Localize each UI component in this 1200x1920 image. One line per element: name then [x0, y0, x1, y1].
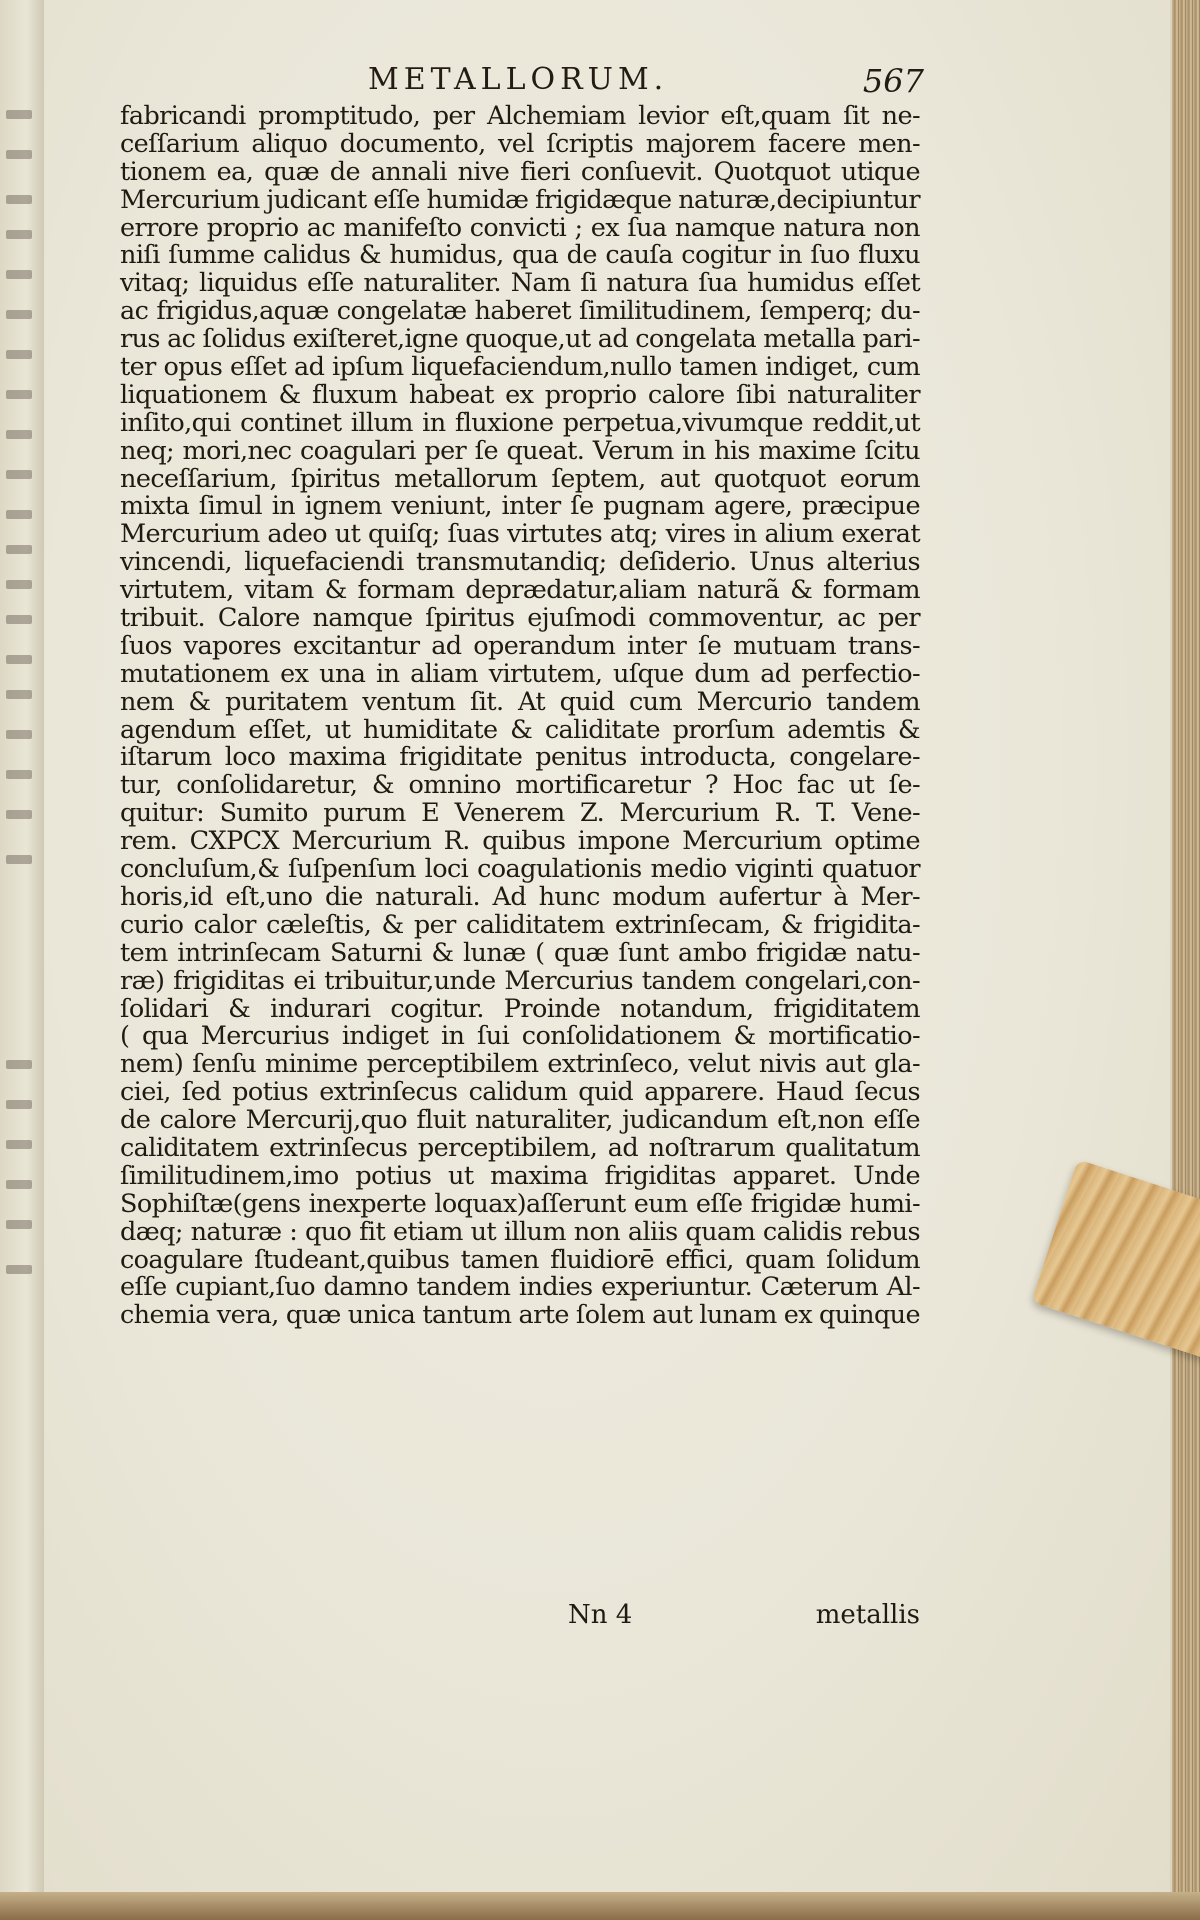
text-line: niſi ſumme calidus & humidus, qua de cauſa cogitur in ſuo fluxu	[120, 240, 920, 271]
previous-page-text-fragment	[6, 810, 32, 819]
text-line: neceſſarium, ſpiritus metallorum ſeptem, aut quotquot eorum	[120, 463, 920, 494]
previous-page-text-fragment	[6, 580, 32, 589]
text-line: tionem ea, quæ de annali nive fieri conſuevit. Quotquot utique	[120, 156, 920, 187]
text-line: dæq; naturæ : quo fit etiam ut illum non aliis quam calidis rebus	[120, 1216, 920, 1247]
page-footer	[120, 1600, 920, 1636]
text-line: chemia vera, quæ unica tantum arte ſolem aut lunam ex quinque	[120, 1300, 920, 1331]
text-line: tur, conſolidaretur, & omnino mortificaretur ? Hoc fac ut ſe-	[120, 770, 920, 801]
previous-page-text-fragment	[6, 150, 32, 159]
previous-page-text-fragment	[6, 655, 32, 664]
text-line: ter opus eſſet ad ipſum liquefaciendum,nullo tamen indiget, cum	[120, 352, 920, 383]
text-line: rem. CXPCX Mercurium R. quibus impone Mercurium optime	[120, 826, 920, 857]
page-number: 567	[862, 62, 924, 100]
text-line: iſtarum loco maxima frigiditate penitus introducta, congelare-	[120, 742, 920, 773]
text-line: tem intrinſecam Saturni & lunæ ( quæ ſunt ambo frigidæ natu-	[120, 937, 920, 968]
previous-page-text-fragment	[6, 730, 32, 739]
text-line: mutationem ex una in aliam virtutem, uſque dum ad perfectio-	[120, 658, 920, 689]
text-line: rus ac ſolidus exiſteret,igne quoque,ut ad congelata metalla pari-	[120, 324, 920, 355]
text-line: nem) ſenſu minime perceptibilem extrinſeco, velut nivis aut gla-	[120, 1049, 920, 1080]
previous-page-text-fragment	[6, 110, 32, 119]
page-header	[120, 62, 924, 102]
text-line: Sophiſtæ(gens inexperte loquax)aſſerunt eum eſſe frigidæ humi-	[120, 1188, 920, 1219]
text-line: caliditatem extrinſecus perceptibilem, ad noſtrarum qualitatum	[120, 1132, 920, 1163]
previous-page-text-fragment	[6, 195, 32, 204]
text-line: eſſe cupiant,ſuo damno tandem indies experiuntur. Cæterum Al-	[120, 1272, 920, 1303]
previous-page-text-fragment	[6, 1060, 32, 1069]
text-line: fabricandi promptitudo, per Alchemiam levior eſt,quam ſit ne-	[120, 101, 920, 131]
text-line: agendum eſſet, ut humiditate & caliditate prorſum ademtis &	[120, 714, 920, 745]
running-title: METALLORUM.	[368, 62, 669, 97]
previous-page-text-fragment	[6, 615, 32, 624]
previous-page-text-fragment	[6, 1140, 32, 1149]
previous-page-text-fragment	[6, 1180, 32, 1189]
text-line: curio calor cæleſtis, & per caliditatem extrinſecam, & frigidita-	[120, 909, 920, 940]
text-line: vitaq; liquidus eſſe naturaliter. Nam ſi natura ſua humidus eſſet	[120, 268, 920, 299]
text-line: ſolidari & indurari cogitur. Proinde notandum, frigiditatem	[120, 993, 920, 1024]
text-line: neq; mori,nec coagulari per ſe queat. Verum in his maxime ſcitu	[120, 435, 920, 466]
previous-page-text-fragment	[6, 270, 32, 279]
text-line: coagulare ſtudeant,quibus tamen fluidiorē effici, quam ſolidum	[120, 1244, 920, 1275]
previous-page-text-fragment	[6, 510, 32, 519]
book-fore-edge	[1172, 0, 1200, 1920]
previous-page-text-fragment	[6, 770, 32, 779]
previous-page-text-fragment	[6, 1265, 32, 1274]
text-line: horis,id eſt,uno die naturali. Ad hunc modum aufertur à Mer-	[120, 881, 920, 912]
text-line: vincendi, liquefaciendi transmutandiq; deſiderio. Unus alterius	[120, 547, 920, 578]
book-bottom-edge	[0, 1892, 1200, 1920]
text-line: tribuit. Calore namque ſpiritus ejuſmodi commoventur, ac per	[120, 603, 920, 634]
text-line: quitur: Sumito purum E Venerem Z. Mercurium R. T. Vene-	[120, 798, 920, 829]
previous-page-edge	[0, 0, 44, 1920]
text-line: liquationem & fluxum habeat ex proprio calore ſibi naturaliter	[120, 379, 920, 410]
previous-page-text-fragment	[6, 350, 32, 359]
previous-page-text-fragment	[6, 690, 32, 699]
text-line: inſito,qui continet illum in fluxione perpetua,vivumque reddit,ut	[120, 407, 920, 438]
catchword: metallis	[815, 1600, 920, 1630]
text-line: ræ) frigiditas ei tribuitur,unde Mercurius tandem congelari,con-	[120, 965, 920, 996]
text-line: ( qua Mercurius indiget in ſui conſolidationem & mortificatio-	[120, 1021, 920, 1052]
text-line: nem & puritatem ventum ſit. At quid cum Mercurio tandem	[120, 686, 920, 717]
text-line: Mercurium judicant eſſe humidæ frigidæque naturæ,decipiuntur	[120, 184, 920, 215]
text-line: ſimilitudinem,imo potius ut maxima frigiditas apparet. Unde	[120, 1160, 920, 1191]
previous-page-text-fragment	[6, 1220, 32, 1229]
text-line: errore proprio ac manifeſto convicti ; ex ſua namque natura non	[120, 212, 920, 243]
signature-mark: Nn 4	[568, 1600, 633, 1630]
previous-page-text-fragment	[6, 230, 32, 239]
text-line: ciei, ſed potius extrinſecus calidum quid apparere. Haud ſecus	[120, 1077, 920, 1108]
text-line: virtutem, vitam & formam deprædatur,aliam naturã & formam	[120, 575, 920, 606]
previous-page-text-fragment	[6, 390, 32, 399]
text-line: de calore Mercurij,quo fluit naturaliter, judicandum eſt,non eſſe	[120, 1105, 920, 1136]
text-line: concluſum,& ſuſpenſum loci coagulationis medio viginti quatuor	[120, 854, 920, 885]
text-line: ſuos vapores excitantur ad operandum inter ſe mutuam trans-	[120, 630, 920, 661]
text-line: ceſſarium aliquo documento, vel ſcriptis majorem facere men-	[120, 128, 920, 159]
previous-page-text-fragment	[6, 310, 32, 319]
body-text	[120, 103, 920, 1330]
text-line: ac frigidus,aquæ congelatæ haberet ſimilitudinem, ſemperq; du-	[120, 296, 920, 327]
previous-page-text-fragment	[6, 855, 32, 864]
previous-page-text-fragment	[6, 430, 32, 439]
previous-page-text-fragment	[6, 1100, 32, 1109]
previous-page-text-fragment	[6, 470, 32, 479]
text-line: Mercurium adeo ut quiſq; ſuas virtutes atq; vires in alium exerat	[120, 519, 920, 550]
text-line: mixta ſimul in ignem veniunt, inter ſe pugnam agere, præcipue	[120, 491, 920, 522]
previous-page-text-fragment	[6, 545, 32, 554]
